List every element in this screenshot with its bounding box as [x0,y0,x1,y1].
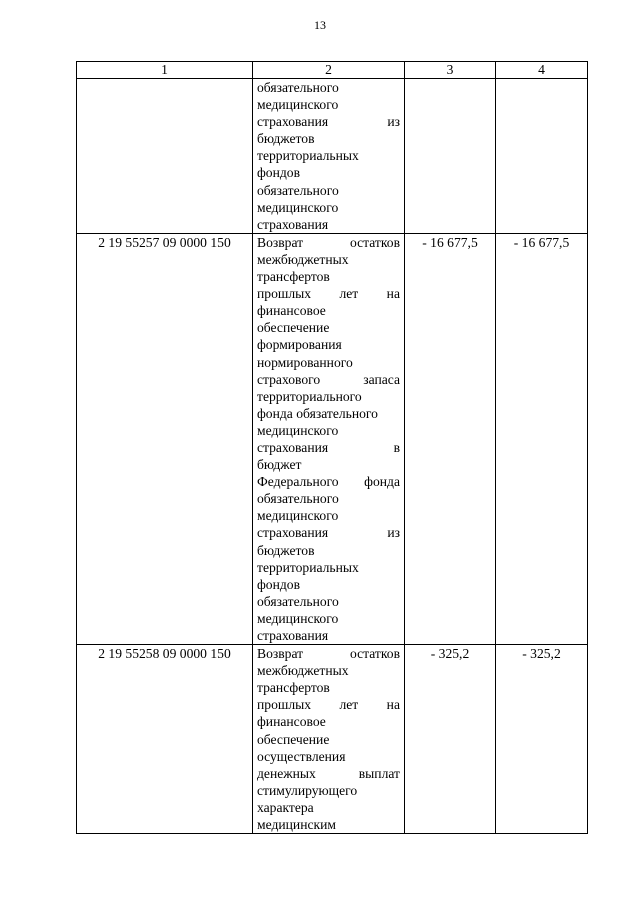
value-cell-3: - 16 677,5 [405,233,496,644]
description-line: обязательного [257,593,339,609]
budget-table [76,61,588,834]
description-line: фондов [257,165,301,181]
description-line: формирования [257,337,342,353]
description-line: нормированного [257,354,353,370]
description-line: финансовое [257,303,326,319]
description-line: фондов [257,576,301,592]
description-line: медицинского [257,97,339,113]
description-line: трансфертов [257,680,330,696]
description-line: обязательного [257,80,339,95]
description-line: страхового запаса [257,371,400,387]
description-line: страхования [257,216,329,232]
description-line: обеспечение [257,320,330,336]
code-cell: 2 19 55257 09 0000 150 [77,233,253,644]
description-line: страхования из [257,114,400,130]
description-line: прошлых лет на [257,697,400,713]
value-cell-3 [405,79,496,234]
table-row [77,233,588,644]
value-cell-4: - 325,2 [496,645,588,834]
description-line: стимулирующего [257,782,358,798]
page-number: 13 [314,18,326,32]
description-line: обеспечение [257,731,330,747]
description-line: бюджетов [257,542,315,558]
description-line: денежных выплат [257,765,400,781]
column-header-4: 4 [496,62,588,79]
description-line: медицинского [257,422,339,438]
description-cell [253,79,405,234]
column-header-2: 2 [253,62,405,79]
column-header-1: 1 [77,62,253,79]
description-line: фонда обязательного [257,405,378,421]
description-line: страхования [257,628,329,643]
description-line: Федерального фонда [257,474,400,490]
value-cell-4: - 16 677,5 [496,233,588,644]
description-line: бюджетов [257,131,315,147]
description-cell [253,645,405,834]
description-line: финансовое [257,714,326,730]
description-line: прошлых лет на [257,286,400,302]
description-line: бюджет [257,457,302,473]
description-line: Возврат остатков [257,646,400,662]
description-line: обязательного [257,491,339,507]
description-line: характера [257,799,314,815]
column-header-3: 3 [405,62,496,79]
header-row [77,62,588,79]
table-row-continuation [77,79,588,234]
description-line: медицинским [257,817,336,833]
description-line: медицинского [257,610,339,626]
description-line: Возврат остатков [257,234,400,250]
description-line: осуществления [257,748,346,764]
description-cell [253,233,405,644]
description-line: межбюджетных [257,663,349,679]
description-line: обязательного [257,182,339,198]
description-line: трансфертов [257,269,330,285]
code-cell: 2 19 55258 09 0000 150 [77,645,253,834]
description-line: территориальных [257,148,359,164]
value-cell-3: - 325,2 [405,645,496,834]
description-line: медицинского [257,199,339,215]
table-row [77,645,588,834]
code-cell [77,79,253,234]
value-cell-4 [496,79,588,234]
description-line: территориальных [257,559,359,575]
description-line: медицинского [257,508,339,524]
description-line: территориального [257,388,362,404]
description-line: страхования из [257,525,400,541]
description-line: страхования в [257,439,400,455]
description-line: межбюджетных [257,251,349,267]
